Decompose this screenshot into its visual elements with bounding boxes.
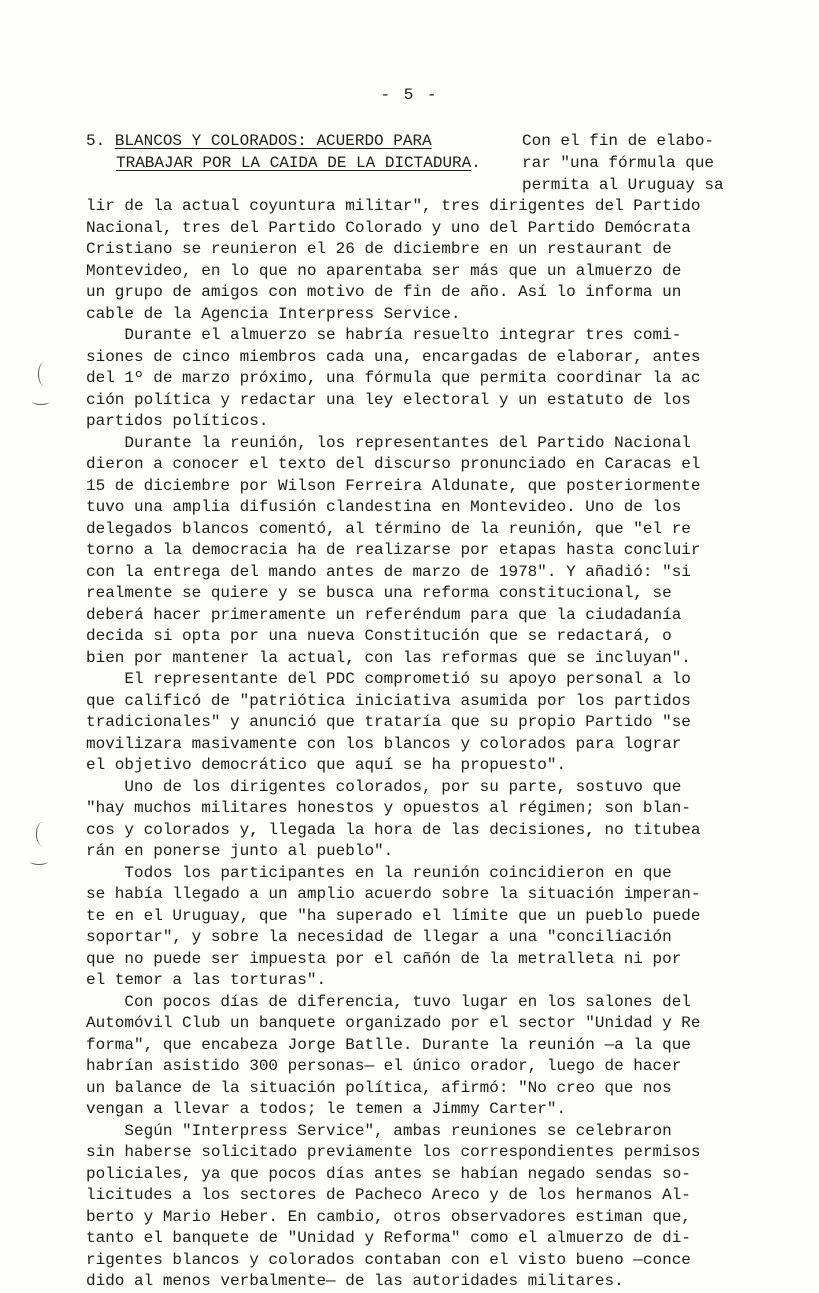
margin-bracket-mark — [36, 822, 49, 846]
page-number: - 5 - — [380, 86, 439, 104]
body-line: un balance de la situación política, afirmó: "No creo que nos — [86, 1078, 672, 1097]
body-line: partidos políticos. — [86, 412, 269, 430]
body-line: del 1º de marzo próximo, una fórmula que permita coordinar la ac — [86, 369, 701, 387]
body-line: forma", que encabeza Jorge Batlle. Durante la reunión —a la que — [86, 1035, 691, 1054]
body-line: licitudes a los sectores de Pacheco Areco y de los hermanos Al- — [86, 1186, 691, 1204]
body-line: tuvo una amplia difusión clandestina en Montevideo. Uno de los — [86, 498, 682, 516]
section-number: 5. — [86, 132, 106, 150]
section-title-end: . — [471, 154, 481, 172]
body-line: realmente se quiere y se busca una reforma constitucional, se — [86, 584, 672, 602]
body-line: Todos los participantes en la reunión coincidieron en que — [86, 863, 672, 882]
body-line: cos y colorados y, llegada la hora de las decisiones, no titubea — [86, 820, 701, 839]
lead-line: Con el fin de elabo- — [522, 132, 715, 150]
body-line: sin haberse solicitado previamente los correspondientes permisos — [86, 1143, 701, 1161]
body-line: Cristiano se reunieron el 26 de diciembre en un restaurant de — [86, 240, 672, 258]
body-line: deberá hacer primeramente un referéndum para que la ciudadanía — [86, 605, 682, 624]
body-line: Con pocos días de diferencia, tuvo lugar en los salones del — [86, 992, 691, 1011]
body-line: decida si opta por una nueva Constitución que se redactará, o — [86, 627, 672, 645]
body-line: 15 de diciembre por Wilson Ferreira Aldunate, que posteriormente — [86, 476, 701, 495]
body-line: rigentes blancos y colorados contaban con el visto bueno —conce — [86, 1250, 691, 1269]
lead-paragraph — [522, 130, 732, 196]
body-line: Durante la reunión, los representantes del Partido Nacional — [86, 433, 691, 452]
body-line: Uno de los dirigentes colorados, por su parte, sostuvo que — [86, 777, 682, 796]
body-line: cable de la Agencia Interpress Service. — [86, 304, 461, 323]
section-title-line-2 — [86, 152, 481, 174]
lead-line: rar "una fórmula que — [522, 154, 715, 172]
section-heading — [86, 130, 481, 174]
section-title-text-1: BLANCOS Y COLORADOS: ACUERDO PARA — [114, 132, 432, 150]
body-line: "hay muchos militares honestos y opuestos al régimen; son blan- — [86, 799, 691, 817]
body-line: soportar", y sobre la necesidad de llegar a una "conciliación — [86, 928, 672, 946]
body-line: delegados blancos comentó, al término de la reunión, que "el re — [86, 519, 691, 538]
section-title-text-2: TRABAJAR POR LA CAIDA DE LA DICTADURA — [116, 154, 472, 172]
body-line: el objetivo democrático que aquí se ha propuesto". — [86, 756, 567, 774]
body-line: Nacional, tres del Partido Colorado y uno del Partido Demócrata — [86, 218, 691, 237]
body-line: bien por mantener la actual, con las reformas que se incluyan". — [86, 648, 691, 667]
body-line: torno a la democracia ha de realizarse por etapas hasta concluir — [86, 541, 701, 559]
body-line: rán en ponerse junto al pueblo". — [86, 842, 394, 860]
body-line: tanto el banquete de "Unidad y Reforma" como el almuerzo de di- — [86, 1229, 691, 1247]
section-title-line-1 — [86, 130, 481, 152]
body-line: habrían asistido 300 personas— el único orador, luego de hacer — [86, 1057, 682, 1075]
body-line: un grupo de amigos con motivo de fin de año. Así lo informa un — [86, 283, 682, 301]
body-text — [86, 196, 746, 1293]
lead-line: permita al Uruguay sa — [522, 176, 724, 194]
body-line: lir de la actual coyuntura militar", tres dirigentes del Partido — [86, 197, 701, 215]
body-line: tradicionales" y anunció que trataría que su propio Partido "se — [86, 713, 691, 731]
body-line: movilizara masivamente con los blancos y colorados para lograr — [86, 734, 682, 753]
body-line: Durante el almuerzo se habría resuelto integrar tres comi- — [86, 326, 682, 344]
body-line: vengan a llevar a todos; le temen a Jimmy Carter". — [86, 1100, 567, 1118]
body-line: se había llegado a un amplio acuerdo sobre la situación imperan- — [86, 885, 701, 903]
body-line: policiales, ya que pocos días antes se habían negado sendas so- — [86, 1164, 691, 1183]
body-line: que calificó de "patriótica iniciativa asumida por los partidos — [86, 691, 691, 710]
body-line: Automóvil Club un banquete organizado por el sector "Unidad y Re — [86, 1014, 701, 1032]
body-line: Montevideo, en lo que no aparentaba ser más que un almuerzo de — [86, 261, 682, 280]
body-line: berto y Mario Heber. En cambio, otros observadores estiman que, — [86, 1207, 691, 1226]
body-line: el temor a las torturas". — [86, 971, 327, 989]
body-line: que no puede ser impuesta por el cañón de la metralleta ni por — [86, 949, 682, 968]
body-line: dieron a conocer el texto del discurso pronunciado en Caracas el — [86, 455, 701, 473]
body-line: ción política y redactar una ley electoral y un estatuto de los — [86, 390, 691, 409]
body-line: Según "Interpress Service", ambas reuniones se celebraron — [86, 1121, 672, 1140]
body-line: dido al menos verbalmente— de las autoridades militares. — [86, 1272, 624, 1290]
margin-tick-mark — [30, 858, 48, 865]
margin-tick-mark — [32, 398, 50, 405]
body-line: te en el Uruguay, que "ha superado el límite que un pueblo puede — [86, 906, 701, 925]
margin-bracket-mark — [38, 362, 51, 386]
body-line: El representante del PDC comprometió su apoyo personal a lo — [86, 670, 691, 688]
body-line: siones de cinco miembros cada una, encargadas de elaborar, antes — [86, 347, 701, 366]
body-line: con la entrega del mando antes de marzo de 1978". Y añadió: "si — [86, 562, 691, 581]
